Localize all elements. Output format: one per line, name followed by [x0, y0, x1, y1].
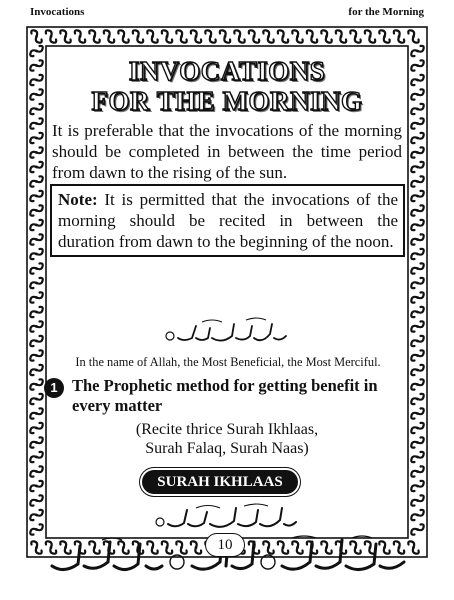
note-box [50, 184, 405, 257]
section-heading: The Prophetic method for getting benefit in every matter [72, 376, 378, 415]
page-content [52, 56, 402, 536]
intro-paragraph: It is preferable that the invocations of the morning should be completed in between the time period from dawn to the rising of the sun. [52, 121, 402, 182]
header-right: for the Morning [348, 6, 424, 18]
section-number-badge: 1 [44, 378, 64, 398]
header-left: Invocations [30, 6, 85, 18]
page-number: 10 [205, 533, 245, 557]
note-text: It is permitted that the invocations of the morning should be recited in between the duration from dawn to the beginning of the noon. [58, 190, 398, 251]
page-title [52, 56, 402, 116]
bismillah-calligraphy [52, 316, 402, 353]
instruction-line-1: (Recite thrice Surah Ikhlaas, [135, 421, 319, 438]
bismillah-translation: In the name of Allah, the Most Beneficial, the Most Merciful. [75, 355, 381, 369]
title-line-1: INVOCATIONS [128, 56, 326, 86]
surah-title-badge: SURAH IKHLAAS [142, 470, 298, 494]
running-header [0, 6, 454, 22]
instruction-line-2: Surah Falaq, Surah Naas) [145, 440, 309, 457]
title-line-2: FOR THE MORNING [91, 86, 363, 116]
note-label: Note: [58, 190, 98, 209]
instruction [52, 420, 402, 458]
